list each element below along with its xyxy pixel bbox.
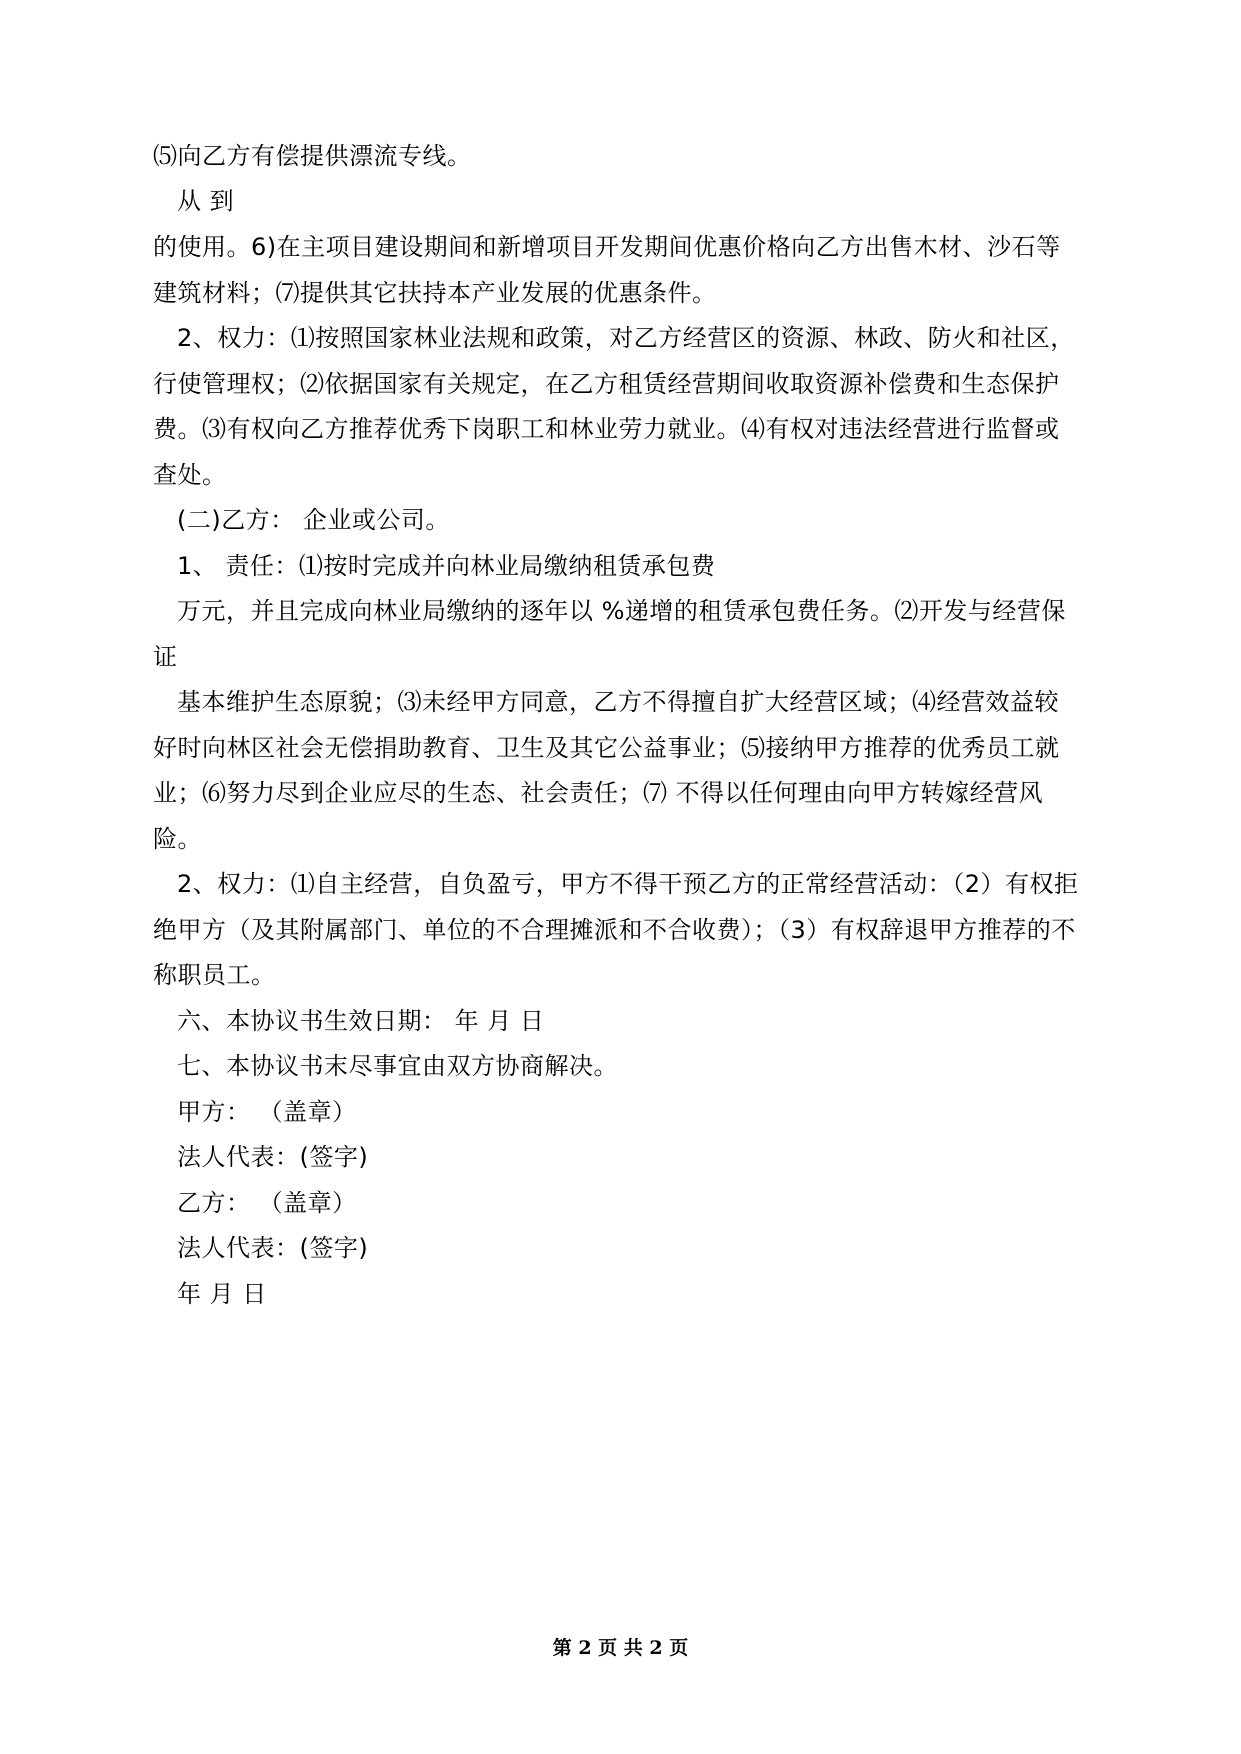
text-line: 2、权力：⑴自主经营，自负盈亏，甲方不得干预乙方的正常经营活动：（2）有权拒: [177, 870, 1079, 898]
text-line: 行使管理权；⑵依据国家有关规定，在乙方租赁经营期间收取资源补偿费和生态保护: [153, 370, 1060, 398]
text-line: ⑸向乙方有偿提供漂流专线。: [153, 142, 472, 170]
page-number-footer: 第 2 页 共 2 页: [552, 1637, 689, 1659]
text-line: 险。: [153, 825, 202, 853]
text-line: 绝甲方（及其附属部门、单位的不合理摊派和不合收费）；（3）有权辞退甲方推荐的不: [153, 916, 1076, 944]
text-line: 费。⑶有权向乙方推荐优秀下岗职工和林业劳力就业。⑷有权对违法经营进行监督或: [153, 415, 1060, 443]
text-line: 年 月 日: [177, 1280, 267, 1308]
text-line: 查处。: [153, 461, 227, 489]
text-line: 2、权力：⑴按照国家林业法规和政策，对乙方经营区的资源、林政、防火和社区，: [177, 324, 1075, 352]
text-line: 万元，并且完成向林业局缴纳的逐年以 %递增的租赁承包费任务。⑵开发与经营保: [177, 597, 1066, 625]
text-line: 的使用。6)在主项目建设期间和新增项目开发期间优惠价格向乙方出售木材、沙石等: [153, 233, 1061, 261]
text-line: 法人代表：(签字): [177, 1143, 369, 1171]
text-line: 业；⑹努力尽到企业应尽的生态、社会责任；⑺ 不得以任何理由向甲方转嫁经营风: [153, 779, 1044, 807]
text-line: 法人代表：(签字): [177, 1234, 369, 1262]
text-line: 1、 责任：⑴按时完成并向林业局缴纳租赁承包费: [177, 552, 716, 580]
text-line: 建筑材料；⑺提供其它扶持本产业发展的优惠条件。: [153, 279, 717, 307]
text-line: 好时向林区社会无偿捐助教育、卫生及其它公益事业；⑸接纳甲方推荐的优秀员工就: [153, 734, 1060, 762]
text-line: 乙方： （盖章）: [177, 1189, 357, 1217]
text-line: 甲方： （盖章）: [177, 1098, 357, 1126]
text-line: 称职员工。: [153, 961, 276, 989]
text-line: 基本维护生态原貌；⑶未经甲方同意，乙方不得擅自扩大经营区域；⑷经营效益较: [177, 688, 1059, 716]
text-line: (二)乙方： 企业或公司。: [177, 506, 450, 534]
text-line: 从 到: [177, 187, 235, 215]
text-line: 六、本协议书生效日期： 年 月 日: [177, 1007, 545, 1035]
text-line: 七、本协议书末尽事宜由双方协商解决。: [177, 1052, 618, 1080]
text-line: 证: [153, 643, 178, 671]
